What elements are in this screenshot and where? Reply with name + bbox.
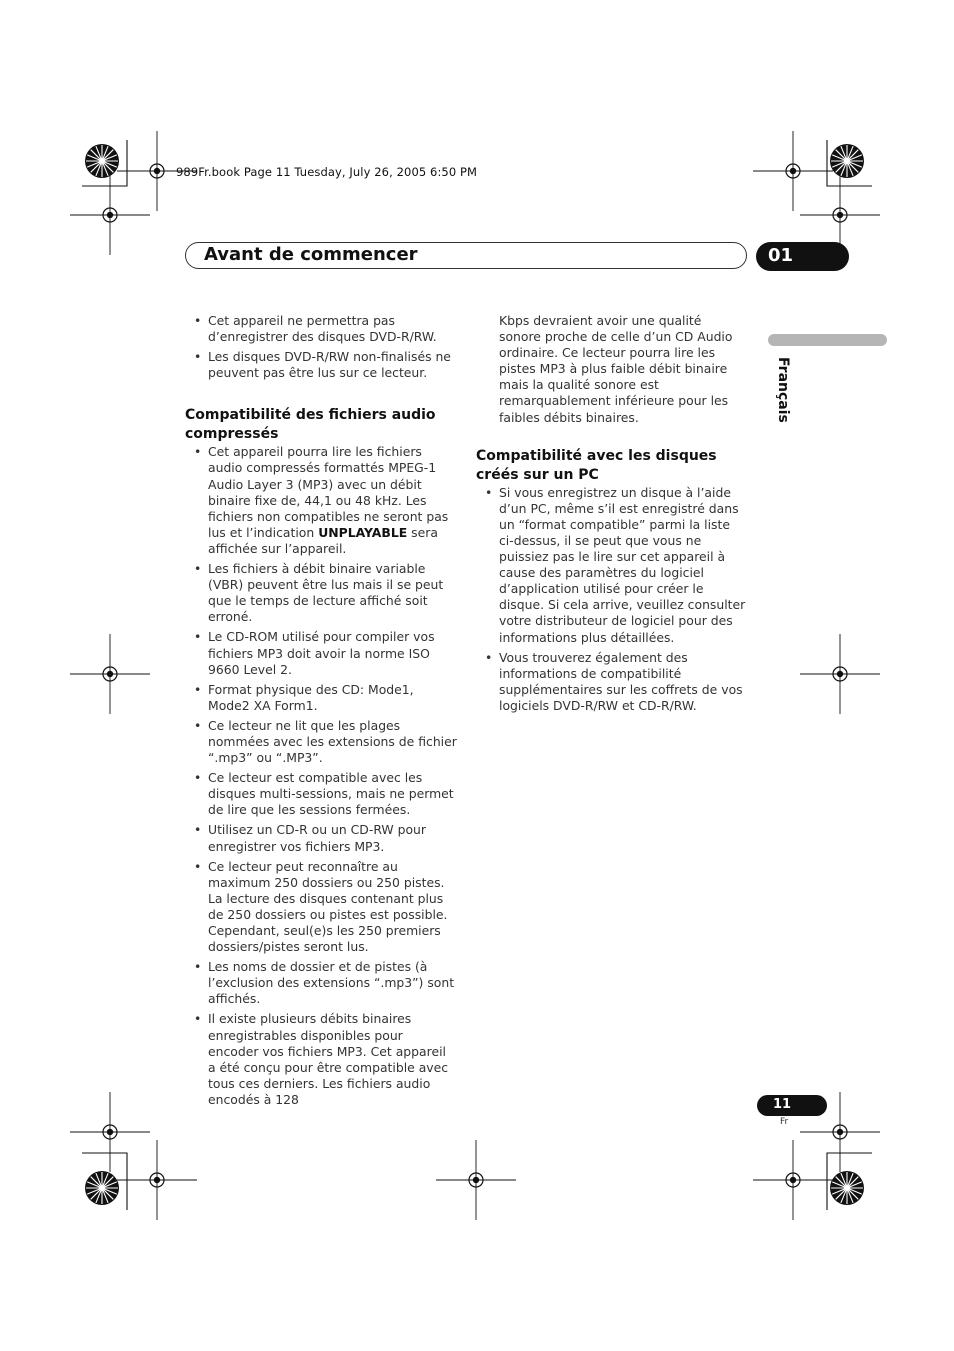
language-tab-label: Français bbox=[775, 357, 791, 423]
crosshair-mark-icon bbox=[436, 1140, 516, 1220]
crosshair-mark-icon bbox=[753, 1140, 833, 1220]
print-info: 989Fr.book Page 11 Tuesday, July 26, 2005 6:50 PM bbox=[176, 165, 478, 179]
crosshair-mark-icon bbox=[70, 634, 150, 714]
list-item-text: Cet appareil pourra lire les fichiers audio compressés formattés MPEG-1 Audio Layer 3 (MP3) avec un débit binaire fixe de, 44,1 ou 48 kHz. Les fichiers non compatibles ne seront pas lus et l’indication bbox=[208, 444, 449, 540]
list-item: • Si vous enregistrez un disque à l’aide d’un PC, même s’il est enregistré dans un “format compatible” parmi la liste ci-dessus, il se peut que vous ne puissiez pas le lire sur cet appareil à cause des paramètres du logiciel d’application utilisé pour créer le disque. Si cela arrive, veuillez consulter votre distributeur de logiciel pour des informations plus détaillées. bbox=[476, 485, 746, 646]
unplayable-indicator: UNPLAYABLE bbox=[318, 524, 408, 540]
list-item: • Ce lecteur est compatible avec les disques multi-sessions, mais ne permet de lire que les sessions fermées. bbox=[185, 770, 457, 818]
corner-burst-icon bbox=[830, 1171, 864, 1205]
list-item bbox=[185, 444, 457, 557]
page-number-badge bbox=[757, 1095, 827, 1116]
list-item: • Utilisez un CD-R ou un CD-RW pour enregistrer vos fichiers MP3. bbox=[185, 822, 457, 854]
crosshair-mark-icon bbox=[70, 175, 150, 255]
list-item: • Cet appareil ne permettra pas d’enregistrer des disques DVD-R/RW. bbox=[185, 313, 457, 345]
continuation-text: Kbps devraient avoir une qualité sonore proche de celle d’un CD Audio ordinaire. Ce lecteur pourra lire les pistes MP3 à plus faible débit binaire mais la qualité sonore est remarquablement inférieure pour les faibles débits binaires. bbox=[499, 313, 733, 425]
page-title: Avant de commencer bbox=[204, 244, 418, 265]
page-number: 11 bbox=[773, 1097, 792, 1112]
crosshair-mark-icon bbox=[70, 1092, 150, 1172]
right-column bbox=[476, 313, 746, 718]
crosshair-mark-icon bbox=[800, 634, 880, 714]
list-item: • Le CD-ROM utilisé pour compiler vos fichiers MP3 doit avoir la norme ISO 9660 Level 2. bbox=[185, 629, 457, 677]
bullet-list bbox=[476, 485, 746, 714]
list-item: • Ce lecteur peut reconnaître au maximum 250 dossiers ou 250 pistes. La lecture des disques contenant plus de 250 dossiers ou pistes est possible. Cependant, seul(e)s les 250 premiers dossiers/pistes seront lus. bbox=[185, 859, 457, 956]
corner-burst-icon bbox=[85, 144, 119, 178]
crosshair-mark-icon bbox=[753, 131, 833, 211]
list-item: • Format physique des CD: Mode1, Mode2 XA Form1. bbox=[185, 682, 457, 714]
list-item-text: sera affichée sur l’appareil. bbox=[208, 524, 438, 556]
list-item: • Il existe plusieurs débits binaires enregistrables disponibles pour encoder vos fichiers MP3. Cet appareil a été conçu pour être compatible avec tous ces derniers. Les fichiers audio encodés à 128 bbox=[185, 1011, 457, 1108]
bullet-list bbox=[185, 444, 457, 1108]
left-column bbox=[185, 313, 457, 1112]
section-heading: Compatibilité avec les disques créés sur un PC bbox=[476, 447, 717, 483]
section-heading: Compatibilité des fichiers audio compressés bbox=[185, 407, 436, 443]
list-item: • Ce lecteur ne lit que les plages nommées avec les extensions de fichier “.mp3” ou “.MP3”. bbox=[185, 718, 457, 766]
list-item: • Les disques DVD-R/RW non-finalisés ne peuvent pas être lus sur ce lecteur. bbox=[185, 349, 457, 381]
list-item: • Les fichiers à débit binaire variable (VBR) peuvent être lus mais il se peut que le temps de lecture affiché soit erroné. bbox=[185, 561, 457, 625]
chapter-number: 01 bbox=[768, 245, 794, 266]
corner-burst-icon bbox=[85, 1171, 119, 1205]
page-language-code: Fr bbox=[780, 1117, 789, 1127]
intro-bullet-list bbox=[185, 313, 457, 381]
list-item: • Vous trouverez également des informations de compatibilité supplémentaires sur les coffrets de vos logiciels DVD-R/RW et CD-R/RW. bbox=[476, 650, 746, 714]
list-item: • Les noms de dossier et de pistes (à l’exclusion des extensions “.mp3”) sont affichés. bbox=[185, 959, 457, 1007]
corner-burst-icon bbox=[830, 144, 864, 178]
crosshair-mark-icon bbox=[117, 1140, 197, 1220]
language-tab-bar bbox=[768, 334, 887, 346]
